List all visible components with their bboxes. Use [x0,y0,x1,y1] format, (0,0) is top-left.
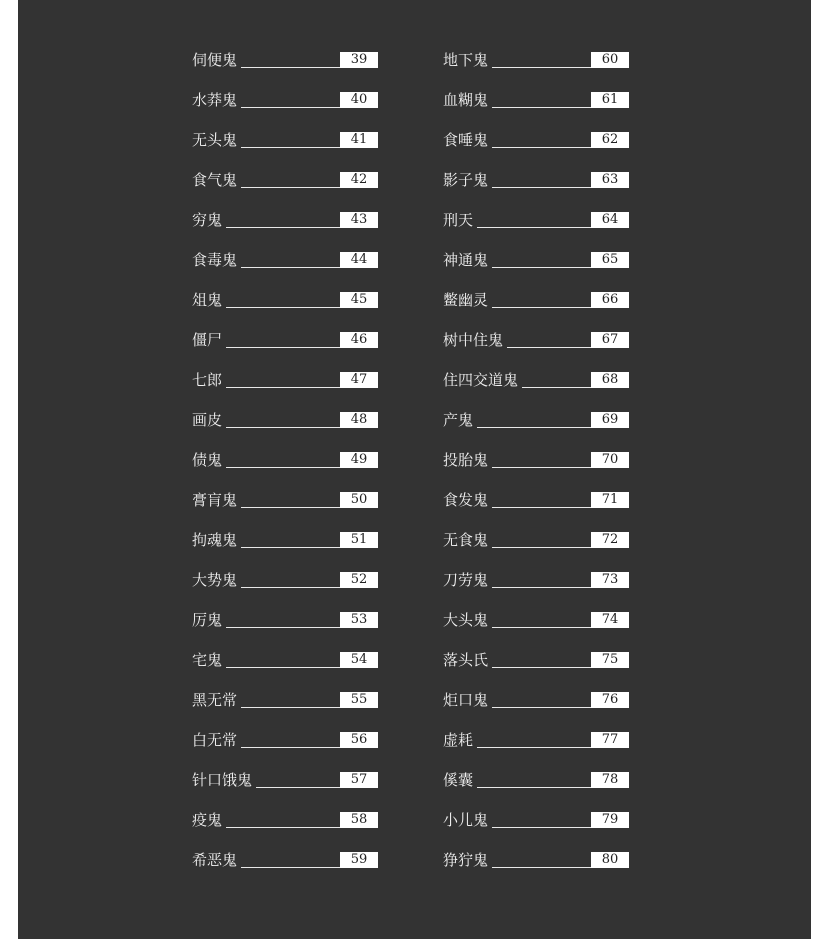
toc-entry-title: 狰狞鬼 [443,850,492,870]
toc-entry-title: 七郎 [192,370,226,390]
page-number-box: 74 [591,612,629,628]
page-number-box: 55 [340,692,378,708]
toc-column-right [443,50,629,890]
toc-entry-title: 债鬼 [192,450,226,470]
toc-entry[interactable] [443,330,629,370]
toc-entry[interactable] [443,290,629,330]
page-number-box: 56 [340,732,378,748]
toc-entry-title: 无食鬼 [443,530,492,550]
toc-entry-title: 树中住鬼 [443,330,507,350]
page-number-box: 75 [591,652,629,668]
page-number-box: 51 [340,532,378,548]
page-number-box: 45 [340,292,378,308]
toc-entry[interactable] [443,810,629,850]
toc-entry[interactable] [443,650,629,690]
toc-entry[interactable] [443,90,629,130]
page-number-box: 66 [591,292,629,308]
toc-entry-title: 食气鬼 [192,170,241,190]
toc-entry[interactable] [192,170,378,210]
toc-entry[interactable] [192,770,378,810]
toc-entry[interactable] [192,50,378,90]
page-number-box: 54 [340,652,378,668]
toc-entry-title: 鳖幽灵 [443,290,492,310]
page-number-box: 72 [591,532,629,548]
page-number-box: 40 [340,92,378,108]
toc-entry-title: 炬口鬼 [443,690,492,710]
toc-entry[interactable] [192,810,378,850]
toc-entry-title: 无头鬼 [192,130,241,150]
toc-entry-title: 疫鬼 [192,810,226,830]
toc-entry[interactable] [192,330,378,370]
toc-entry-title: 希恶鬼 [192,850,241,870]
page-number-box: 67 [591,332,629,348]
toc-entry-title: 小儿鬼 [443,810,492,830]
toc-entry-title: 虚耗 [443,730,477,750]
toc-entry[interactable] [192,850,378,890]
page-number-box: 49 [340,452,378,468]
toc-entry[interactable] [443,410,629,450]
toc-entry[interactable] [443,130,629,170]
page-number-box: 71 [591,492,629,508]
toc-entry[interactable] [192,210,378,250]
toc-column-left [192,50,378,890]
toc-entry[interactable] [192,530,378,570]
toc-entry-title: 食发鬼 [443,490,492,510]
toc-entry-title: 血糊鬼 [443,90,492,110]
toc-entry[interactable] [443,450,629,490]
page-number-box: 77 [591,732,629,748]
page-number-box: 65 [591,252,629,268]
toc-entry-title: 膏肓鬼 [192,490,241,510]
toc-entry-title: 针口饿鬼 [192,770,256,790]
toc-entry-title: 黑无常 [192,690,241,710]
page-number-box: 39 [340,52,378,68]
toc-entry-title: 刑天 [443,210,477,230]
toc-entry-title: 投胎鬼 [443,450,492,470]
toc-entry[interactable] [192,650,378,690]
toc-entry-title: 穷鬼 [192,210,226,230]
toc-entry[interactable] [443,210,629,250]
page-number-box: 78 [591,772,629,788]
toc-entry[interactable] [192,250,378,290]
toc-entry-title: 产鬼 [443,410,477,430]
toc-entry-title: 俎鬼 [192,290,226,310]
page-number-box: 48 [340,412,378,428]
toc-entry-title: 刀劳鬼 [443,570,492,590]
page-number-box: 58 [340,812,378,828]
toc-entry[interactable] [443,570,629,610]
page-number-box: 64 [591,212,629,228]
toc-entry[interactable] [192,490,378,530]
toc-entry[interactable] [443,530,629,570]
page-number-box: 41 [340,132,378,148]
toc-entry[interactable] [443,730,629,770]
page-number-box: 70 [591,452,629,468]
toc-entry[interactable] [192,90,378,130]
page-number-box: 59 [340,852,378,868]
toc-entry[interactable] [192,450,378,490]
page-number-box: 47 [340,372,378,388]
toc-entry-title: 白无常 [192,730,241,750]
toc-entry-title: 影子鬼 [443,170,492,190]
toc-entry-title: 地下鬼 [443,50,492,70]
page-number-box: 73 [591,572,629,588]
toc-entry[interactable] [443,610,629,650]
page-number-box: 69 [591,412,629,428]
toc-entry-title: 拘魂鬼 [192,530,241,550]
page-number-box: 43 [340,212,378,228]
toc-entry[interactable] [192,410,378,450]
page-number-box: 52 [340,572,378,588]
page-number-box: 46 [340,332,378,348]
page-number-box: 61 [591,92,629,108]
toc-entry-title: 食毒鬼 [192,250,241,270]
toc-entry-title: 落头氏 [443,650,492,670]
toc-entry[interactable] [443,250,629,290]
toc-entry-title: 神通鬼 [443,250,492,270]
toc-entry-title: 僵尸 [192,330,226,350]
toc-entry-title: 傒囊 [443,770,477,790]
toc-entry-title: 宅鬼 [192,650,226,670]
toc-entry[interactable] [443,50,629,90]
toc-entry-title: 水莽鬼 [192,90,241,110]
page-number-box: 68 [591,372,629,388]
toc-entry-title: 大势鬼 [192,570,241,590]
page-number-box: 62 [591,132,629,148]
toc-entry-title: 大头鬼 [443,610,492,630]
page-number-box: 44 [340,252,378,268]
page-number-box: 50 [340,492,378,508]
toc-entry[interactable] [443,490,629,530]
page-number-box: 53 [340,612,378,628]
document-page [18,0,811,939]
page-number-box: 76 [591,692,629,708]
toc-entry-title: 厉鬼 [192,610,226,630]
toc-entry[interactable] [192,130,378,170]
toc-entry[interactable] [192,370,378,410]
toc-entry-title: 伺便鬼 [192,50,241,70]
toc-entry[interactable] [443,370,629,410]
toc-entry-title: 住四交道鬼 [443,370,522,390]
page-number-box: 60 [591,52,629,68]
toc-entry[interactable] [443,690,629,730]
page-number-box: 80 [591,852,629,868]
toc-entry[interactable] [192,290,378,330]
page-number-box: 63 [591,172,629,188]
toc-entry[interactable] [192,610,378,650]
toc-entry[interactable] [443,770,629,810]
toc-entry[interactable] [192,570,378,610]
page-number-box: 57 [340,772,378,788]
toc-entry[interactable] [443,170,629,210]
toc-entry[interactable] [443,850,629,890]
page-number-box: 42 [340,172,378,188]
toc-entry[interactable] [192,730,378,770]
toc-entry-title: 食唾鬼 [443,130,492,150]
toc-entry[interactable] [192,690,378,730]
toc-entry-title: 画皮 [192,410,226,430]
page-number-box: 79 [591,812,629,828]
